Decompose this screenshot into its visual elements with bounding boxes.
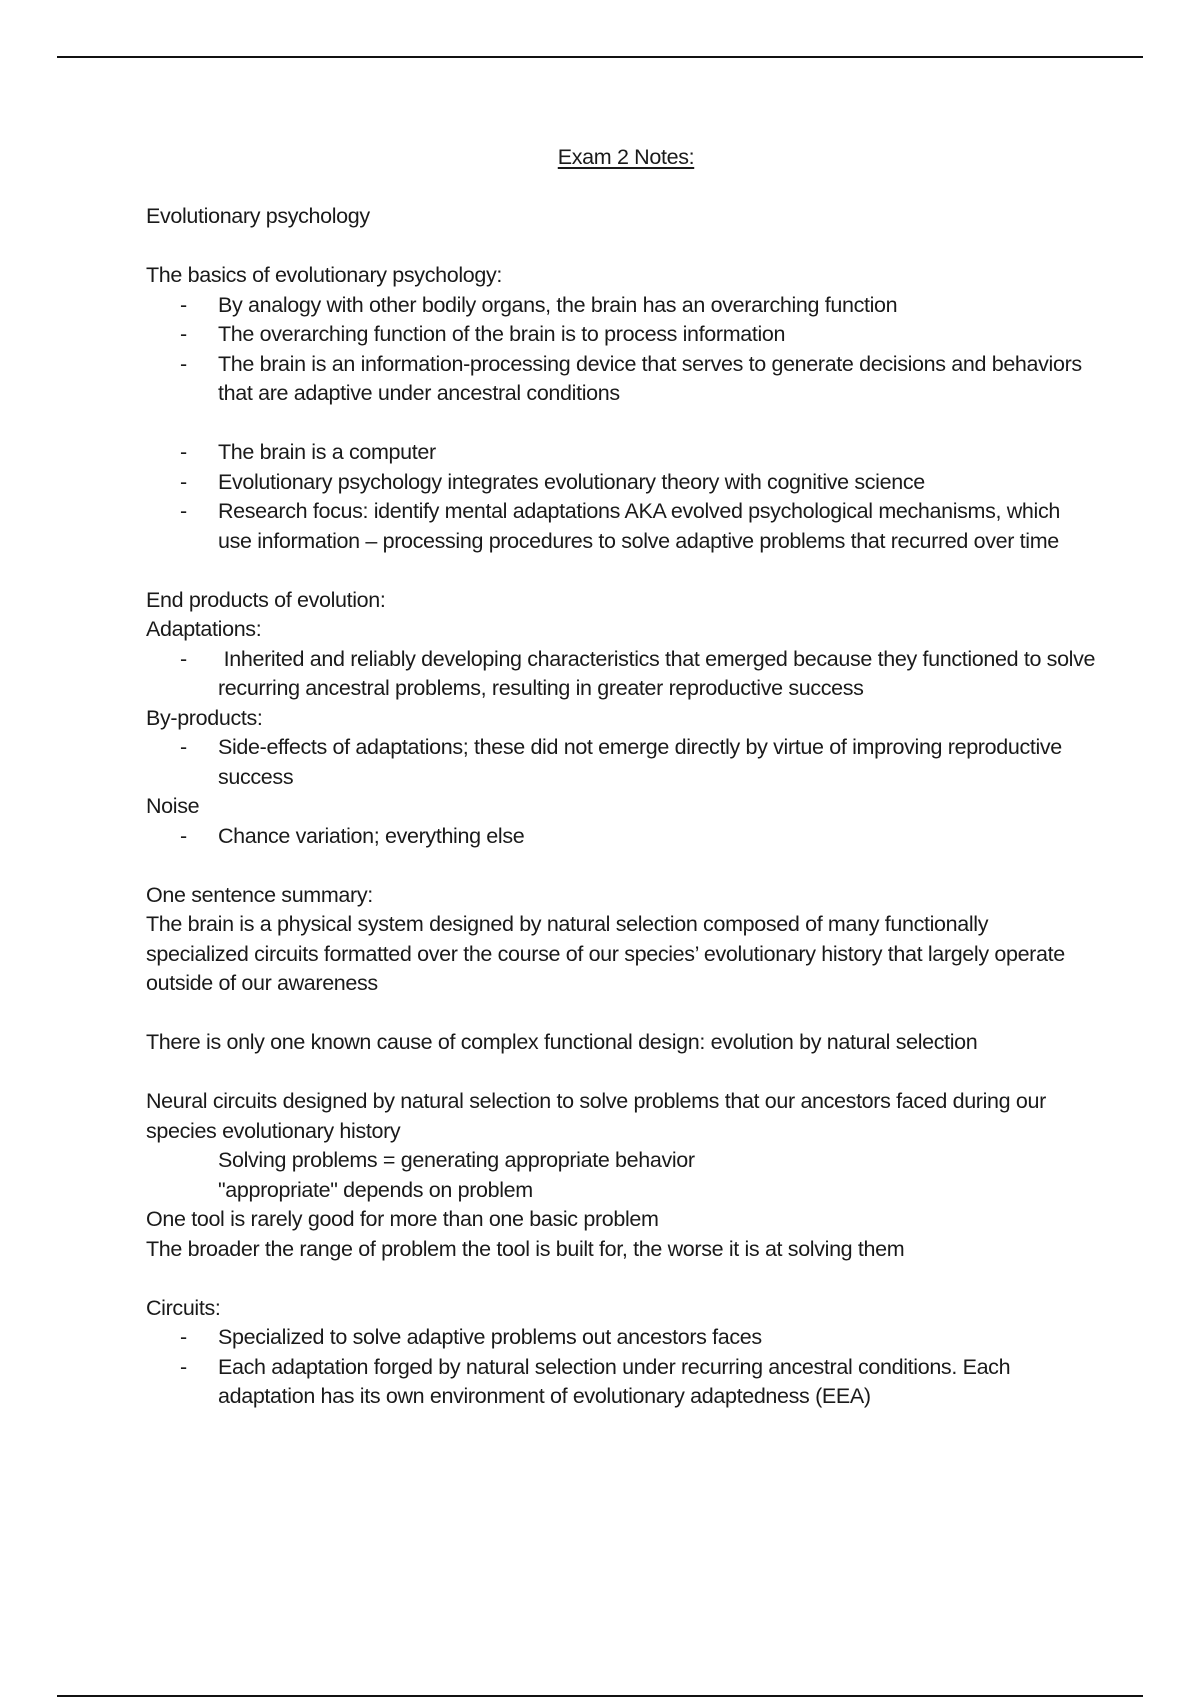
basics-list-b xyxy=(146,438,1096,556)
spacer xyxy=(146,1058,1096,1088)
list-item-text: The overarching function of the brain is to process information xyxy=(218,322,786,346)
list-item-text: Specialized to solve adaptive problems out ancestors faces xyxy=(218,1325,762,1349)
adaptations-label: Adaptations: xyxy=(146,617,262,641)
spacer xyxy=(146,556,1096,586)
list-item xyxy=(146,320,1096,350)
circuits-heading: Circuits: xyxy=(146,1295,221,1320)
list-item xyxy=(146,1323,1096,1353)
spacer xyxy=(146,409,1096,439)
circuits-list xyxy=(146,1323,1096,1412)
list-item-text: Evolutionary psychology integrates evolutionary theory with cognitive science xyxy=(218,469,925,494)
spacer xyxy=(146,173,1096,203)
list-item-text: Research focus: identify mental adaptations AKA evolved psychological mechanisms, which use information – processing procedures to solve adaptive problems that recurred over time xyxy=(218,499,1060,553)
list-item xyxy=(146,291,1096,321)
summary-text: The brain is a physical system designed by natural selection composed of many functionally specialized circuits formatted over the course of our species’ evolutionary history that largely operate outside of our awareness xyxy=(146,912,1065,995)
dash-bullet: - xyxy=(180,322,187,346)
dash-bullet: - xyxy=(180,646,187,671)
list-item xyxy=(146,645,1101,704)
byproducts-list xyxy=(146,733,1096,792)
list-item-text: The brain is a computer xyxy=(218,440,436,464)
end-products-heading: End products of evolution: xyxy=(146,587,386,612)
dash-bullet: - xyxy=(180,1354,187,1379)
noise-list xyxy=(146,822,1096,852)
spacer xyxy=(146,851,1096,881)
list-item-text: Side-effects of adaptations; these did not emerge directly by virtue of improving reproductive success xyxy=(218,735,1062,789)
section-heading: Evolutionary psychology xyxy=(146,204,370,228)
noise-label: Noise xyxy=(146,794,200,818)
list-item xyxy=(146,733,1096,792)
list-item xyxy=(146,1353,1096,1412)
adaptations-list xyxy=(146,645,1101,704)
neural-line-2: The broader the range of problem the tool is built for, the worse it is at solving them xyxy=(146,1236,905,1261)
list-item xyxy=(146,350,1096,409)
list-item xyxy=(146,497,1096,556)
neural-line-1: One tool is rarely good for more than one basic problem xyxy=(146,1207,659,1231)
list-item-text: Each adaptation forged by natural selection under recurring ancestral conditions. Each adaptation has its own environment of evolutionary adaptedness (EEA) xyxy=(218,1354,1011,1408)
basics-heading: The basics of evolutionary psychology: xyxy=(146,263,502,287)
complex-design-line: There is only one known cause of complex functional design: evolution by natural selection xyxy=(146,1030,978,1054)
dash-bullet: - xyxy=(180,292,187,317)
list-item-text: Chance variation; everything else xyxy=(218,823,525,848)
page-title: Exam 2 Notes: xyxy=(557,145,695,169)
dash-bullet: - xyxy=(180,440,187,464)
neural-indent-1: Solving problems = generating appropriate behavior xyxy=(218,1148,695,1172)
basics-list-a xyxy=(146,291,1096,409)
spacer xyxy=(146,232,1096,262)
neural-circuits-text: Neural circuits designed by natural selection to solve problems that our ancestors faced during our species evolutionary history xyxy=(146,1089,1046,1143)
byproducts-label: By-products: xyxy=(146,705,263,730)
header-rule xyxy=(57,56,1143,58)
list-item-text: The brain is an information-processing device that serves to generate decisions and behaviors that are adaptive under ancestral conditions xyxy=(218,351,1082,405)
dash-bullet: - xyxy=(180,1325,187,1349)
list-item xyxy=(146,822,1096,852)
dash-bullet: - xyxy=(180,823,187,848)
summary-heading: One sentence summary: xyxy=(146,882,373,907)
spacer xyxy=(146,1264,1096,1294)
dash-bullet: - xyxy=(180,469,187,494)
footer-rule xyxy=(57,1695,1143,1697)
neural-indent-2: "appropriate" depends on problem xyxy=(218,1177,533,1202)
document-body xyxy=(146,143,1101,1412)
list-item-text: Inherited and reliably developing characteristics that emerged because they functioned to solve recurring ancestral problems, resulting in greater reproductive success xyxy=(218,646,1101,700)
dash-bullet: - xyxy=(180,351,187,376)
list-item-text: By analogy with other bodily organs, the brain has an overarching function xyxy=(218,292,898,317)
dash-bullet: - xyxy=(180,735,187,759)
dash-bullet: - xyxy=(180,499,187,523)
spacer xyxy=(146,999,1096,1029)
list-item xyxy=(146,438,1096,468)
list-item xyxy=(146,468,1096,498)
